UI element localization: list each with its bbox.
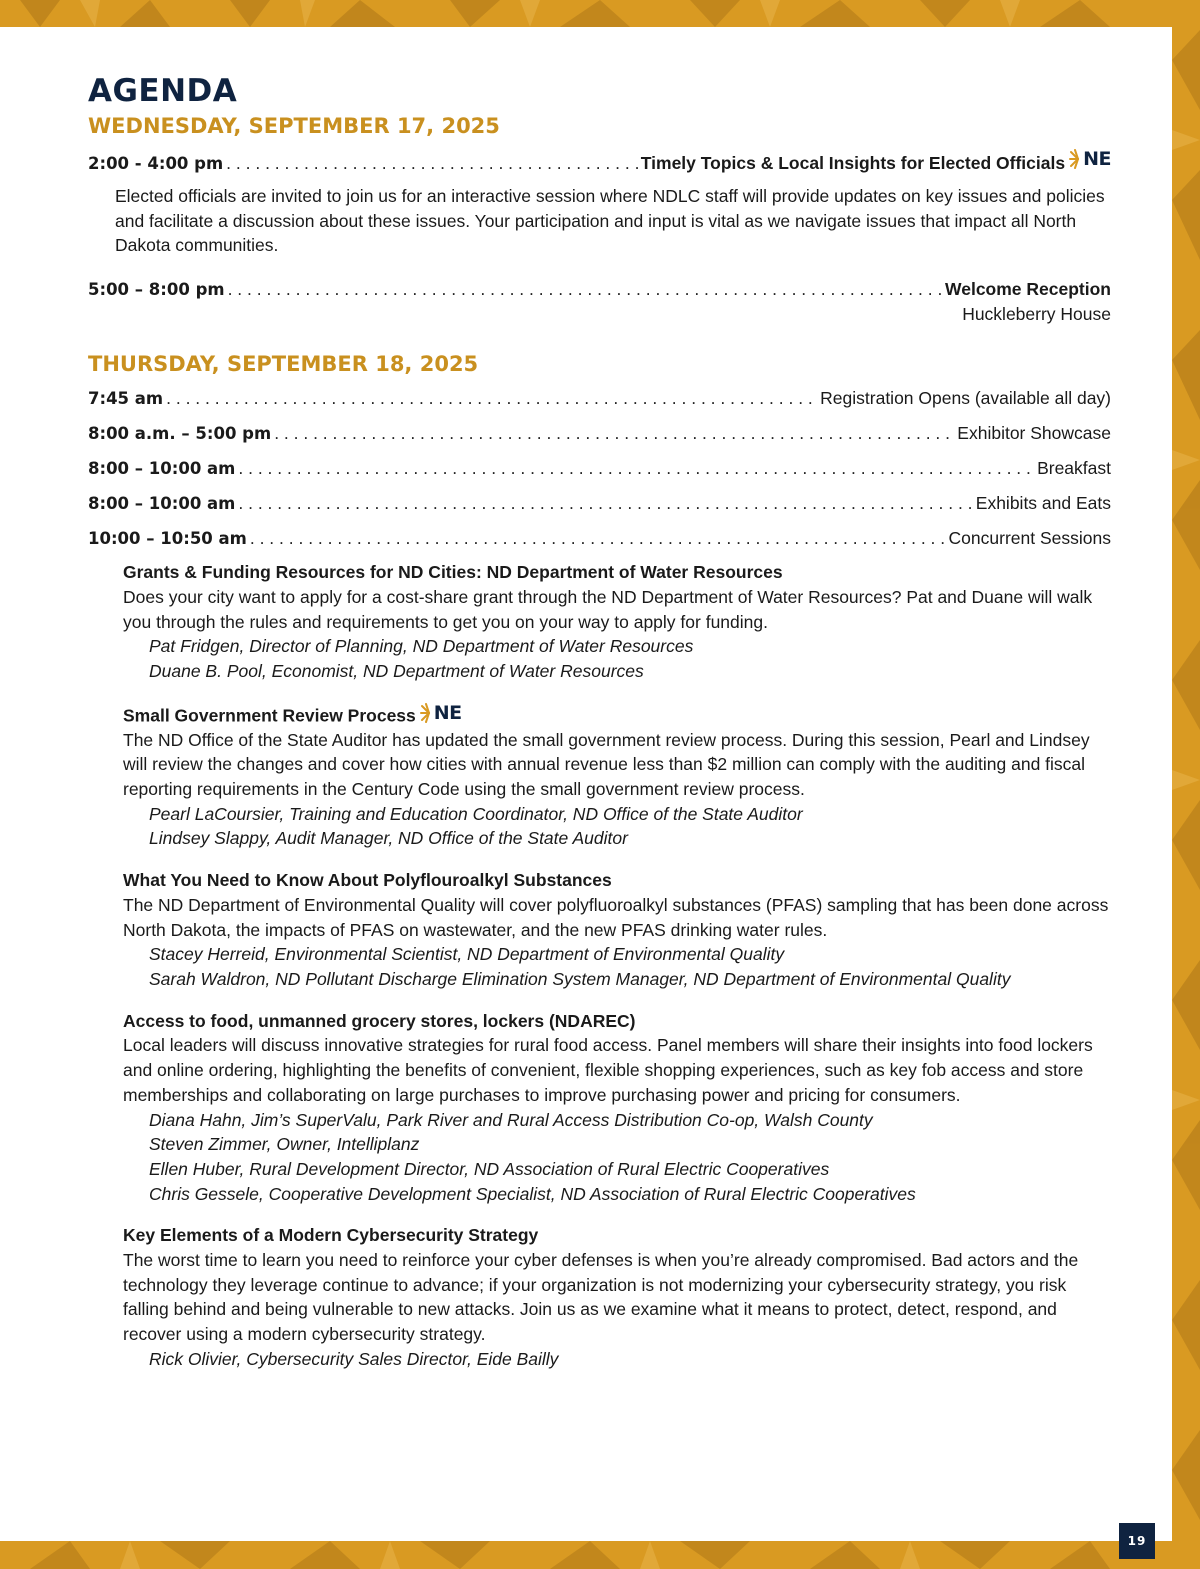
session-speaker: Pearl LaCoursier, Training and Education Coordinator, ND Office of the State Auditor [149, 803, 803, 824]
agenda-row [88, 526, 1111, 551]
agenda-title: Registration Opens (available all day) [820, 388, 1111, 409]
new-badge [1069, 147, 1111, 171]
session-title: Access to food, unmanned grocery stores, lockers (NDAREC) [123, 1010, 636, 1031]
session-block [123, 1009, 1111, 1207]
session-description: The ND Office of the State Auditor has updated the small government review process. During this session, Pearl and Lindsey will review the changes and cover how cities with annual revenue less than $2 million can comply with the auditing and fiscal reporting requirements in the Century Code using the small government review process. [123, 729, 1090, 800]
agenda-time: 5:00 – 8:00 pm [88, 280, 225, 300]
wednesday-heading: WEDNESDAY, SEPTEMBER 17, 2025 [88, 114, 500, 138]
session-description: Local leaders will discuss innovative strategies for rural food access. Panel members will share their insights into food lockers and online ordering, highlighting the benefits of convenient, flexible shopping experiences, such as key fob access and store memberships and collaborating on large purchases to improve purchasing power and pricing for consumers. [123, 1035, 1093, 1105]
session-speaker: Stacey Herreid, Environmental Scientist, ND Department of Environmental Quality [149, 944, 785, 965]
session-description: Does your city want to apply for a cost-share grant through the ND Department of Water Resources? Pat and Duane will walk you through the rules and requirements to get you on your way to apply for funding. [123, 586, 1093, 632]
agenda-title: Timely Topics & Local Insights for Elected Officials [640, 153, 1066, 173]
agenda-row [88, 456, 1111, 481]
session-speaker: Ellen Huber, Rural Development Director, ND Association of Rural Electric Cooperatives [149, 1158, 830, 1179]
agenda-row-timely-topics [88, 147, 1111, 176]
session-speaker: Duane B. Pool, Economist, ND Department of Water Resources [149, 660, 644, 681]
session-speaker: Chris Gessele, Cooperative Development Specialist, ND Association of Rural Electric Cooperatives [149, 1183, 916, 1204]
session-description: The worst time to learn you need to reinforce your cyber defenses is when you’re already compromised. Bad actors and the technology they leverage continue to advance; if your organization is not modernizing your cybersecurity strategy, you risk falling behind and being vulnerable to new attacks. Join us as we examine what it means to protect, detect, respond, and recover using a modern cybersecurity strategy. [123, 1250, 1079, 1345]
sunburst-icon [420, 703, 434, 723]
new-badge-text: NE [433, 701, 462, 724]
session-title: Grants & Funding Resources for ND Cities: ND Department of Water Resources [123, 562, 783, 583]
agenda-time: 8:00 a.m. – 5:00 pm [88, 424, 272, 444]
session-block [123, 1223, 1111, 1371]
agenda-title: Breakfast [1037, 458, 1111, 479]
new-badge-text: NE [1083, 148, 1111, 170]
dot-leader [166, 386, 817, 410]
session-speaker: Lindsey Slappy, Audit Manager, ND Office of the State Auditor [149, 828, 628, 849]
session-title [123, 701, 1111, 728]
session-speaker: Pat Fridgen, Director of Planning, ND Department of Water Resources [149, 636, 694, 657]
page-sheet [0, 27, 1172, 1541]
session-block [123, 701, 1111, 852]
agenda-time: 2:00 - 4:00 pm [88, 154, 224, 173]
agenda-content [88, 72, 1111, 1372]
agenda-time: 7:45 am [88, 389, 164, 409]
agenda-title: Welcome Reception [945, 279, 1111, 300]
session-speaker: Sarah Waldron, ND Pollutant Discharge Elimination System Manager, ND Department of Environmental Quality [149, 969, 1011, 989]
session-title: What You Need to Know About Polyflouroalkyl Substances [123, 870, 612, 891]
agenda-title: Exhibitor Showcase [957, 423, 1111, 444]
session-speaker: Rick Olivier, Cybersecurity Sales Director, Eide Bailly [149, 1348, 559, 1369]
agenda-row [88, 386, 1111, 411]
agenda-location: Huckleberry House [962, 304, 1111, 325]
agenda-title: Exhibits and Eats [975, 493, 1111, 514]
dot-leader [238, 456, 1034, 480]
agenda-time: 10:00 – 10:50 am [88, 529, 247, 549]
session-block [123, 868, 1111, 992]
agenda-title: Concurrent Sessions [948, 528, 1111, 549]
session-title: Key Elements of a Modern Cybersecurity Strategy [123, 1225, 539, 1246]
session-speaker: Steven Zimmer, Owner, Intelliplanz [149, 1134, 420, 1155]
dot-leader [238, 491, 972, 515]
dot-leader [226, 151, 638, 175]
agenda-row [88, 491, 1111, 516]
agenda-row [88, 421, 1111, 446]
page-title: AGENDA [88, 73, 238, 109]
session-description: The ND Department of Environmental Quality will cover polyfluoroalkyl substances (PFAS) sampling that has been done across North Dakota, the impacts of PFAS on wastewater, and the new PFAS drinking water rules. [123, 894, 1109, 940]
thursday-heading: THURSDAY, SEPTEMBER 18, 2025 [88, 352, 479, 377]
dot-leader [250, 526, 946, 550]
agenda-description: Elected officials are invited to join us for an interactive session where NDLC staff will provide updates on key issues and policies and facilitate a discussion about these issues. Your participation and input is vital as we navigate issues that impact all North Dakota communities. [115, 186, 1105, 256]
session-block [123, 560, 1111, 684]
agenda-row-welcome-reception [88, 277, 1111, 302]
sunburst-icon [1069, 149, 1083, 169]
new-badge [420, 701, 462, 726]
agenda-time: 8:00 – 10:00 am [88, 494, 236, 514]
session-speaker: Diana Hahn, Jim’s SuperValu, Park River and Rural Access Distribution Co-op, Walsh County [149, 1109, 873, 1130]
agenda-time: 8:00 – 10:00 am [88, 459, 236, 479]
session-title-text: Small Government Review Process [123, 704, 416, 725]
dot-leader [274, 421, 954, 445]
dot-leader [228, 277, 942, 301]
page-number: 19 [1119, 1523, 1155, 1559]
